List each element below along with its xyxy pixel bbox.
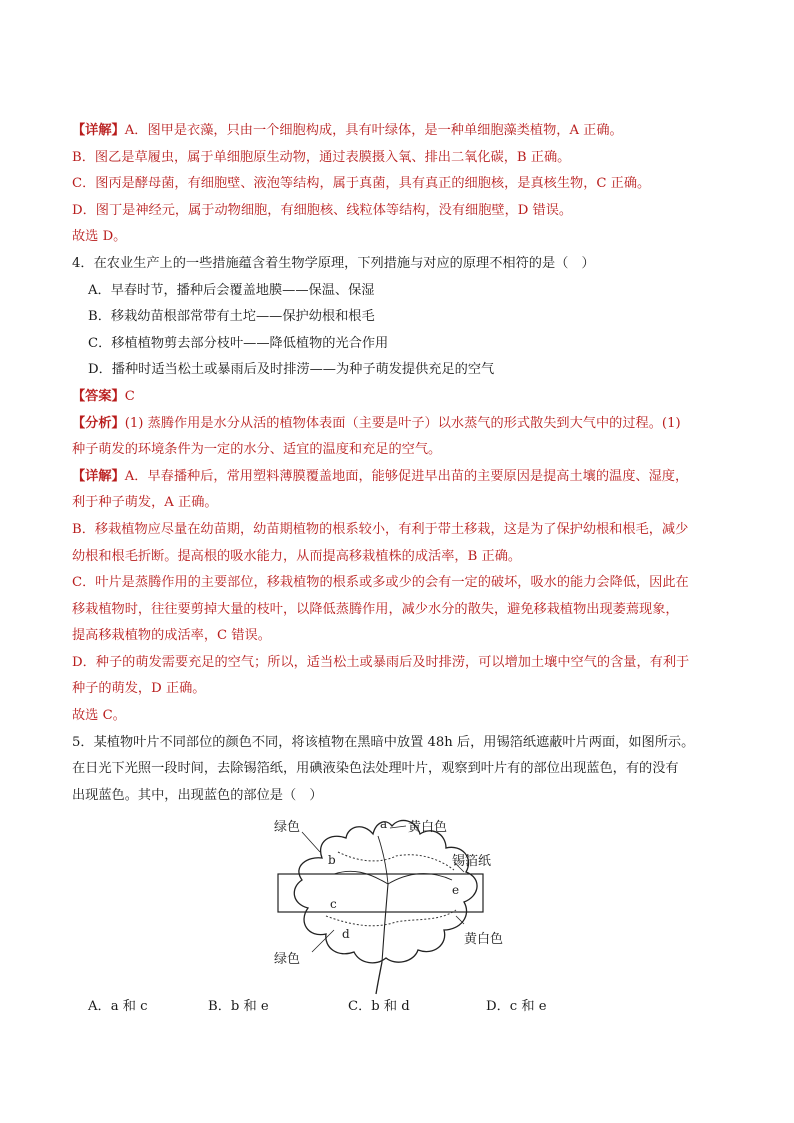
q5-stem-3: 出现蓝色。其中，出现蓝色的部位是（ ） <box>72 787 323 803</box>
leader-green-top <box>302 832 320 852</box>
q5-stem-2: 在日光下光照一段时间，去除锡箔纸，用碘液染色法处理叶片，观察到叶片有的部位出现蓝色，有的没有 <box>72 761 679 777</box>
letter-d: d <box>342 927 350 941</box>
document-body <box>72 118 732 809</box>
q4-detail-text-1: A．早春播种后，常用塑料薄膜覆盖地面，能够促进早出苗的主要原因是提高土壤的温度、湿度， <box>124 468 689 484</box>
q4-stem: 4．在农业生产上的一些措施蕴含着生物学原理，下列措施与对应的原理不相符的是（ ） <box>72 255 595 271</box>
detail-conclusion: 故选 D。 <box>72 229 127 245</box>
q5-option-c: C．b 和 d <box>348 999 410 1014</box>
letter-b: b <box>328 853 336 867</box>
q5-options <box>88 994 728 1020</box>
q5-option-a: A．a 和 c <box>88 999 148 1014</box>
detail-line-b: B．图乙是草履虫，属于单细胞原生动物，通过表膜摄入氧、排出二氧化碳，B 正确。 <box>72 149 571 165</box>
q4-detail-1 <box>72 464 732 491</box>
leaf-vein-left <box>334 871 388 884</box>
q4-option-b: B．移栽幼苗根部常带有土坨——保护幼根和根毛 <box>88 309 375 325</box>
detail-line-a <box>72 118 732 145</box>
leaf-vein-right <box>388 874 452 884</box>
label-foil: 锡箔纸 <box>452 854 492 869</box>
leaf-diagram <box>268 812 518 997</box>
leaf-petiole <box>376 962 382 994</box>
q4-detail-6: 移栽植物时，往往要剪掉大量的枝叶，以降低蒸腾作用，减少水分的散失，避免移栽植物出现萎蔫现象， <box>72 601 679 617</box>
q4-analysis-1 <box>72 411 732 438</box>
leaf-outline <box>294 820 477 962</box>
answer-value: C <box>124 388 135 404</box>
q4-detail-tag: 【详解】 <box>72 468 125 484</box>
q5-option-b: B．b 和 e <box>208 999 269 1014</box>
answer-tag: 【答案】 <box>72 388 125 404</box>
inner-boundary-top <box>338 852 454 870</box>
q4-answer <box>72 384 732 411</box>
detail-line-d: D．图丁是神经元，属于动物细胞，有细胞核、线粒体等结构，没有细胞壁，D 错误。 <box>72 202 573 218</box>
q4-detail-9: 种子的萌发，D 正确。 <box>72 681 206 697</box>
letter-c: c <box>330 897 337 911</box>
q4-option-c: C．移植植物剪去部分枝叶——降低植物的光合作用 <box>88 335 389 351</box>
analysis-text-1: (1) 蒸腾作用是水分从活的植物体表面（主要是叶子）以水蒸气的形式散失到大气中的过程。(1) <box>124 415 681 431</box>
q4-analysis-2: 种子萌发的环境条件为一定的水分、适宜的温度和充足的空气。 <box>72 442 442 458</box>
q4-detail-5: C．叶片是蒸腾作用的主要部位，移栽植物的根系或多或少的会有一定的破坏，吸水的能力会降低，因此在 <box>72 575 689 591</box>
label-green-bottom: 绿色 <box>274 952 301 967</box>
detail-text-a: A．图甲是衣藻，只由一个细胞构成，具有叶绿体，是一种单细胞藻类植物，A 正确。 <box>124 123 623 138</box>
q5-option-d: D．c 和 e <box>486 999 547 1014</box>
q4-detail-7: 提高移栽植物的成活率，C 错误。 <box>72 628 271 644</box>
letter-e: e <box>452 883 460 897</box>
label-green-top: 绿色 <box>274 820 301 835</box>
leaf-figure <box>268 812 518 997</box>
label-yellow-top: 黄白色 <box>408 820 448 835</box>
q4-option-d: D．播种时适当松土或暴雨后及时排涝——为种子萌发提供充足的空气 <box>88 362 495 378</box>
label-yellow-right: 黄白色 <box>464 932 504 947</box>
analysis-tag: 【分析】 <box>72 415 125 431</box>
leaf-vein-up <box>378 836 388 884</box>
q4-detail-4: 幼根和根毛折断。提高根的吸水能力，从而提高移栽植株的成活率，B 正确。 <box>72 548 522 564</box>
q4-detail-3: B．移栽植物应尽量在幼苗期，幼苗期植物的根系较小，有利于带土移栽，这是为了保护幼根和根毛，减少 <box>72 521 689 537</box>
leader-yellow-right <box>456 916 464 924</box>
detail-tag: 【详解】 <box>72 123 125 138</box>
q4-detail-8: D．种子的萌发需要充足的空气；所以，适当松土或暴雨后及时排涝，可以增加土壤中空气的含量，有利于 <box>72 654 690 670</box>
letter-a: a <box>380 817 388 831</box>
q4-detail-2: 利于种子萌发，A 正确。 <box>72 495 218 511</box>
detail-line-c: C．图丙是酵母菌，有细胞壁、液泡等结构，属于真菌，具有真正的细胞核，是真核生物，C 正确。 <box>72 176 651 192</box>
q4-option-a: A．早春时节，播种后会覆盖地膜——保温、保湿 <box>88 282 375 298</box>
q4-conclusion: 故选 C。 <box>72 708 126 724</box>
leaf-vein-main <box>382 884 388 962</box>
q5-stem-1: 5．某植物叶片不同部位的颜色不同，将该植物在黑暗中放置 48h 后，用锡箔纸遮蔽叶片两面，如图所示。 <box>72 734 695 750</box>
